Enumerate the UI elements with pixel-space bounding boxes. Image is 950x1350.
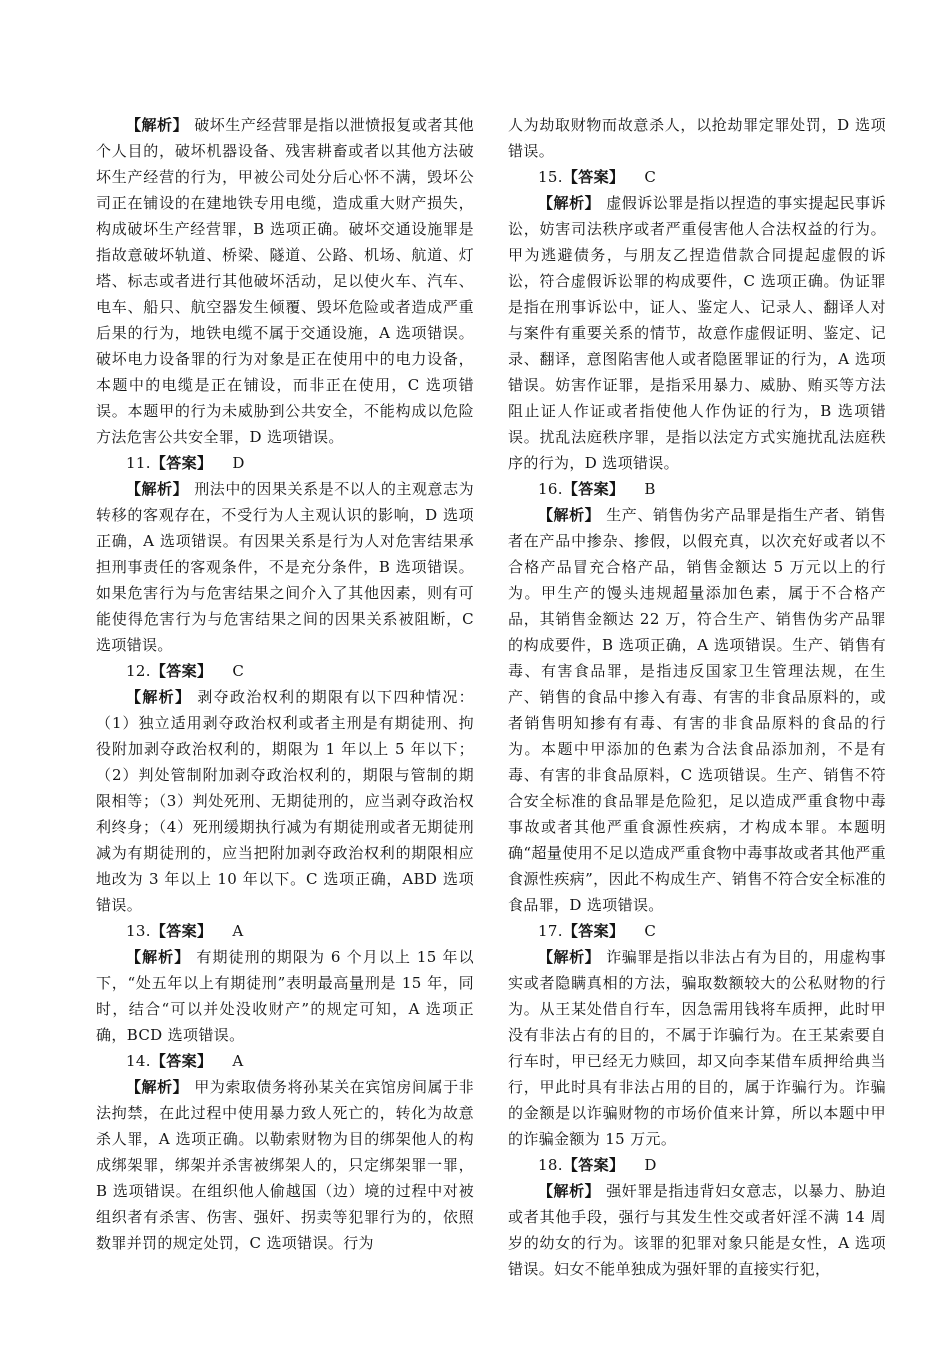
q16-explanation-text: 生产、销售伪劣产品罪是指生产者、销售者在产品中掺杂、掺假，以假充真，以次充好或者以不合格产品冒充合格产品，销售金额达 5 万元以上的行为。甲生产的馒头违规超量添加色素，属于不合格产品，其销售金额达 22 万，符合生产、销售伪劣产品罪的构成要件，B 选项正确，A 选项错误。生产、销售有毒、有害食品罪，是指违反国家卫生管理法规，在生产、销售的食品中掺入有毒、有害的非食品原料的，或者销售明知掺有有毒、有害的非食品原料的食品的行为。本题中甲添加的色素为合法食品添加剂，不是有毒、有害的非食品原料，C 选项错误。生产、销售不符合安全标准的食品罪是危险犯，足以造成严重食物中毒事故或者其他严重食源性疾病，才构成本罪。本题明确“超量使用不足以造成严重食物中毒事故或者其他严重食源性疾病”，因此不构成生产、销售不符合安全标准的食品罪，D 选项错误。 (508, 506, 886, 914)
q12-answer-value: C (232, 662, 245, 680)
explain-label: 【解析】 (126, 688, 192, 706)
answer-label: 【答案】 (562, 168, 625, 186)
answer-label: 【答案】 (150, 454, 213, 472)
q14-explanation (96, 1074, 474, 1256)
q13-explanation (96, 944, 474, 1048)
answer-label: 【答案】 (150, 922, 213, 940)
q12-answer (96, 658, 474, 684)
explain-label: 【解析】 (538, 1182, 601, 1200)
q18-answer (508, 1152, 886, 1178)
q11-answer (96, 450, 474, 476)
q11-answer-value: D (232, 454, 245, 472)
explain-label: 【解析】 (126, 1078, 189, 1096)
explain-label: 【解析】 (538, 506, 601, 524)
q13-answer-value: A (232, 922, 244, 940)
q16-answer (508, 476, 886, 502)
q11-explanation (96, 476, 474, 658)
answer-label: 【答案】 (150, 1052, 213, 1070)
q13-answer (96, 918, 474, 944)
answer-label: 【答案】 (562, 922, 625, 940)
explain-label: 【解析】 (126, 116, 189, 134)
q15-number: 15. (538, 168, 563, 186)
q17-answer-value: C (644, 922, 657, 940)
q12-number: 12. (126, 662, 151, 680)
q17-explanation (508, 944, 886, 1152)
q12-explanation-text: 剥夺政治权利的期限有以下四种情况：（1）独立适用剥夺政治权利或者主刑是有期徒刑、拘役附加剥夺政治权利的，期限为 1 年以上 5 年以下；（2）判处管制附加剥夺政治权利的，期限与管制的期限相等；（3）判处死刑、无期徒刑的，应当剥夺政治权利终身；（4）死刑缓期执行减为有期徒刑或者无期徒刑减为有期徒刑的，应当把附加剥夺政治权利的期限相应地改为 3 年以上 10 年以下。C 选项正确，ABD 选项错误。 (96, 688, 475, 914)
q10-explanation-text: 破坏生产经营罪是指以泄愤报复或者其他个人目的，破坏机器设备、残害耕畜或者以其他方法破坏生产经营的行为，甲被公司处分后心怀不满，毁坏公司正在铺设的在建地铁专用电缆，造成重大财产损失，构成破坏生产经营罪，B 选项正确。破坏交通设施罪是指故意破坏轨道、桥梁、隧道、公路、机场、航道、灯塔、标志或者进行其他破坏活动，足以使火车、汽车、电车、船只、航空器发生倾覆、毁坏危险或者造成严重后果的行为，地铁电缆不属于交通设施，A 选项错误。破坏电力设备罪的行为对象是正在使用中的电力设备，本题中的电缆是正在铺设，而非正在使用，C 选项错误。本题甲的行为未威胁到公共安全，不能构成以危险方法危害公共安全罪，D 选项错误。 (96, 116, 474, 446)
q16-answer-value: B (644, 480, 656, 498)
q14-number: 14. (126, 1052, 151, 1070)
q18-number: 18. (538, 1156, 563, 1174)
q14-answer (96, 1048, 474, 1074)
q15-explanation-text: 虚假诉讼罪是指以捏造的事实提起民事诉讼，妨害司法秩序或者严重侵害他人合法权益的行为。甲为逃避债务，与朋友乙捏造借款合同提起虚假的诉讼，符合虚假诉讼罪的构成要件，C 选项正确。伪证罪是指在刑事诉讼中，证人、鉴定人、记录人、翻译人对与案件有重要关系的情节，故意作虚假证明、鉴定、记录、翻译，意图陷害他人或者隐匿罪证的行为，A 选项错误。妨害作证罪，是指采用暴力、威胁、贿买等方法阻止证人作证或者指使他人作伪证的行为，B 选项错误。扰乱法庭秩序罪，是指以法定方式实施扰乱法庭秩序的行为，D 选项错误。 (508, 194, 886, 472)
q13-explanation-text: 有期徒刑的期限为 6 个月以上 15 年以下，“处五年以上有期徒刑”表明最高量刑是 15 年，同时，结合“可以并处没收财产”的规定可知，A 选项正确，BCD 选项错误。 (96, 948, 474, 1044)
explain-label: 【解析】 (538, 948, 601, 966)
answer-label: 【答案】 (150, 662, 213, 680)
q15-answer (508, 164, 886, 190)
answer-label: 【答案】 (562, 480, 625, 498)
q10-explanation (96, 112, 474, 450)
q12-explanation (96, 684, 474, 918)
q16-explanation (508, 502, 886, 918)
q14-answer-value: A (232, 1052, 244, 1070)
explain-label: 【解析】 (126, 480, 189, 498)
q13-number: 13. (126, 922, 151, 940)
q17-number: 17. (538, 922, 563, 940)
q17-answer (508, 918, 886, 944)
q18-explanation (508, 1178, 886, 1282)
q15-explanation (508, 190, 886, 476)
q17-explanation-text: 诈骗罪是指以非法占有为目的，用虚构事实或者隐瞒真相的方法，骗取数额较大的公私财物的行为。从王某处借自行车，因急需用钱将车质押，此时甲没有非法占有的目的，不属于诈骗行为。在王某索要自行车时，甲已经无力赎回，却又向李某借车质押给典当行，甲此时具有非法占用的目的，属于诈骗行为。诈骗的金额是以诈骗财物的市场价值来计算，所以本题中甲的诈骗金额为 15 万元。 (508, 948, 886, 1148)
q15-answer-value: C (644, 168, 657, 186)
q18-explanation-text: 强奸罪是指违背妇女意志，以暴力、胁迫或者其他手段，强行与其发生性交或者奸淫不满 14 周岁的幼女的行为。该罪的犯罪对象只能是女性，A 选项错误。妇女不能单独成为强奸罪的直接实行犯， (508, 1182, 886, 1278)
answer-label: 【答案】 (562, 1156, 625, 1174)
q14-explanation-text: 甲为索取债务将孙某关在宾馆房间属于非法拘禁，在此过程中使用暴力致人死亡的，转化为故意杀人罪，A 选项正确。以勒索财物为目的绑架他人的构成绑架罪，绑架并杀害被绑架人的，只定绑架罪一罪，B 选项错误。在组织他人偷越国（边）境的过程中对被组织者有杀害、伤害、强奸、拐卖等犯罪行为的，依照数罪并罚的规定处罚，C 选项错误。行为 (96, 1078, 474, 1252)
left-column (96, 112, 474, 1256)
explain-label: 【解析】 (126, 948, 191, 966)
explain-label: 【解析】 (538, 194, 601, 212)
right-column (508, 112, 886, 1282)
q11-number: 11. (126, 454, 151, 472)
q16-number: 16. (538, 480, 563, 498)
q14-explanation-continued: 人为劫取财物而故意杀人，以抢劫罪定罪处罚，D 选项错误。 (508, 116, 886, 160)
q18-answer-value: D (644, 1156, 657, 1174)
q11-explanation-text: 刑法中的因果关系是不以人的主观意志为转移的客观存在，不受行为人主观认识的影响，D 选项正确，A 选项错误。有因果关系是行为人对危害结果承担刑事责任的客观条件，不是充分条件，B 选项错误。如果危害行为与危害结果之间介入了其他因素，则有可能使得危害行为与危害结果之间的因果关系被阻断，C 选项错误。 (96, 480, 474, 654)
